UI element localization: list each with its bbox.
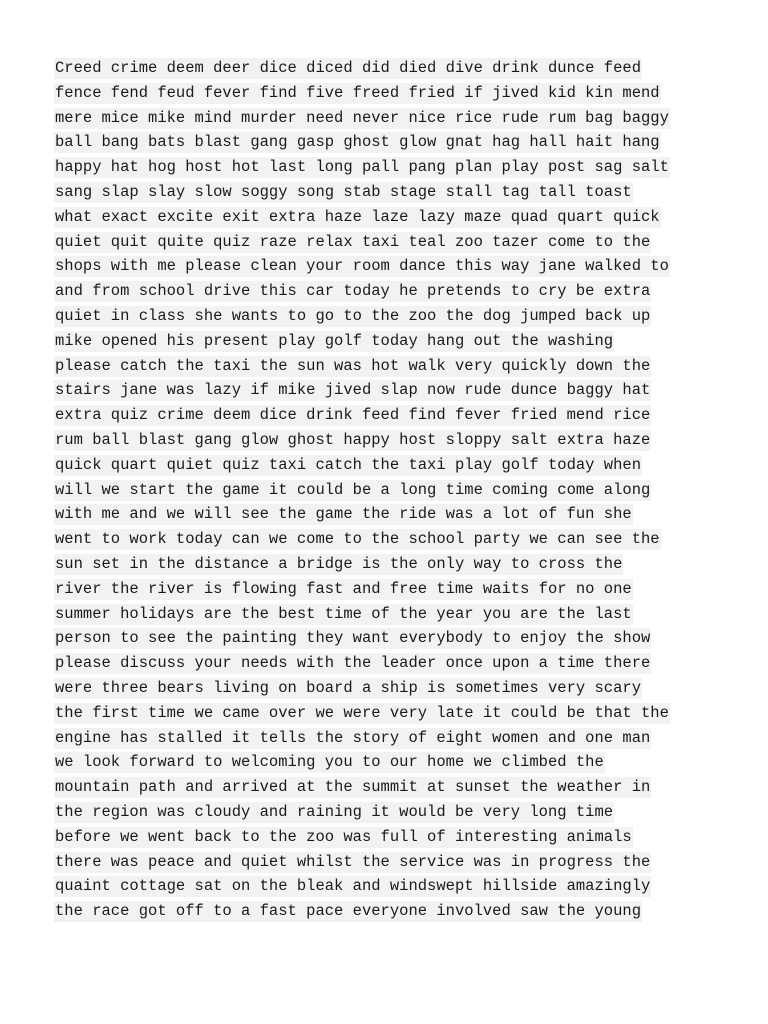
- text-line-content: river the river is flowing fast and free time waits for no one: [55, 579, 632, 598]
- text-line-content: the region was cloudy and raining it would be very long time: [55, 802, 614, 821]
- text-line-content: person to see the painting they want everybody to enjoy the show: [55, 629, 651, 648]
- text-line-content: mere mice mike mind murder need never nice rice rude rum bag baggy: [55, 108, 669, 127]
- text-line: [54, 106, 694, 131]
- text-line: [54, 775, 694, 800]
- text-line: [54, 552, 694, 577]
- text-line: [54, 726, 694, 751]
- text-line: [54, 701, 694, 726]
- text-line-content: please discuss your needs with the leader once upon a time there: [55, 654, 651, 673]
- text-line: [54, 850, 694, 875]
- text-line-content: and from school drive this car today he pretends to cry be extra: [55, 282, 651, 301]
- text-line-content: the first time we came over we were very late it could be that the: [55, 703, 669, 722]
- text-line-content: were three bears living on board a ship is sometimes very scary: [55, 678, 641, 697]
- text-line: [54, 130, 694, 155]
- text-line: [54, 205, 694, 230]
- typing-text-block: [54, 56, 694, 924]
- text-line: [54, 329, 694, 354]
- text-line-content: mike opened his present play golf today hang out the washing: [55, 331, 614, 350]
- text-line: [54, 527, 694, 552]
- text-line-content: the race got off to a fast pace everyone involved saw the young: [55, 902, 641, 921]
- text-line-content: sang slap slay slow soggy song stab stage stall tag tall toast: [55, 182, 632, 201]
- text-line-content: Creed crime deem deer dice diced did died dive drink dunce feed: [55, 59, 641, 77]
- text-line-content: will we start the game it could be a long time coming come along: [55, 480, 651, 499]
- text-line: [54, 354, 694, 379]
- text-line-content: with me and we will see the game the ride was a lot of fun she: [55, 505, 632, 524]
- text-line: [54, 825, 694, 850]
- text-line: [54, 254, 694, 279]
- text-line-content: extra quiz crime deem dice drink feed find fever fried mend rice: [55, 406, 651, 425]
- text-line-content: quiet quit quite quiz raze relax taxi teal zoo tazer come to the: [55, 232, 651, 251]
- text-line: [54, 378, 694, 403]
- text-line-content: rum ball blast gang glow ghost happy host sloppy salt extra haze: [55, 430, 651, 449]
- text-line-content: went to work today can we come to the school party we can see the: [55, 530, 660, 549]
- text-line: [54, 651, 694, 676]
- text-line: [54, 899, 694, 924]
- text-line: [54, 800, 694, 825]
- text-line: [54, 577, 694, 602]
- text-line: [54, 230, 694, 255]
- text-line: [54, 279, 694, 304]
- text-line-content: ball bang bats blast gang gasp ghost glow gnat hag hall hait hang: [55, 133, 660, 152]
- text-line: [54, 180, 694, 205]
- text-line: [54, 478, 694, 503]
- text-line-content: shops with me please clean your room dance this way jane walked to: [55, 257, 669, 276]
- text-line-content: what exact excite exit extra haze laze lazy maze quad quart quick: [55, 207, 660, 226]
- text-line: [54, 602, 694, 627]
- text-line-content: stairs jane was lazy if mike jived slap now rude dunce baggy hat: [55, 381, 651, 400]
- text-line: [54, 304, 694, 329]
- text-line: [54, 56, 694, 81]
- text-line: [54, 874, 694, 899]
- text-line-content: please catch the taxi the sun was hot walk very quickly down the: [55, 356, 651, 375]
- text-line-content: summer holidays are the best time of the year you are the last: [55, 604, 632, 623]
- text-line: [54, 676, 694, 701]
- text-line: [54, 453, 694, 478]
- text-line-content: engine has stalled it tells the story of eight women and one man: [55, 728, 651, 747]
- text-line: [54, 502, 694, 527]
- text-line: [54, 428, 694, 453]
- text-line-content: quaint cottage sat on the bleak and windswept hillside amazingly: [55, 877, 651, 896]
- text-line: [54, 403, 694, 428]
- text-line: [54, 750, 694, 775]
- text-line-content: fence fend feud fever find five freed fried if jived kid kin mend: [55, 83, 660, 102]
- text-line-content: quick quart quiet quiz taxi catch the taxi play golf today when: [55, 455, 641, 474]
- text-line: [54, 626, 694, 651]
- text-line: [54, 81, 694, 106]
- text-line-content: quiet in class she wants to go to the zoo the dog jumped back up: [55, 306, 651, 325]
- text-line-content: before we went back to the zoo was full of interesting animals: [55, 827, 632, 846]
- text-line: [54, 155, 694, 180]
- text-line-content: sun set in the distance a bridge is the only way to cross the: [55, 554, 623, 573]
- text-line-content: we look forward to welcoming you to our home we climbed the: [55, 753, 604, 772]
- text-line-content: there was peace and quiet whilst the service was in progress the: [55, 852, 651, 871]
- text-line-content: happy hat hog host hot last long pall pang plan play post sag salt: [55, 158, 669, 177]
- text-line-content: mountain path and arrived at the summit at sunset the weather in: [55, 778, 651, 797]
